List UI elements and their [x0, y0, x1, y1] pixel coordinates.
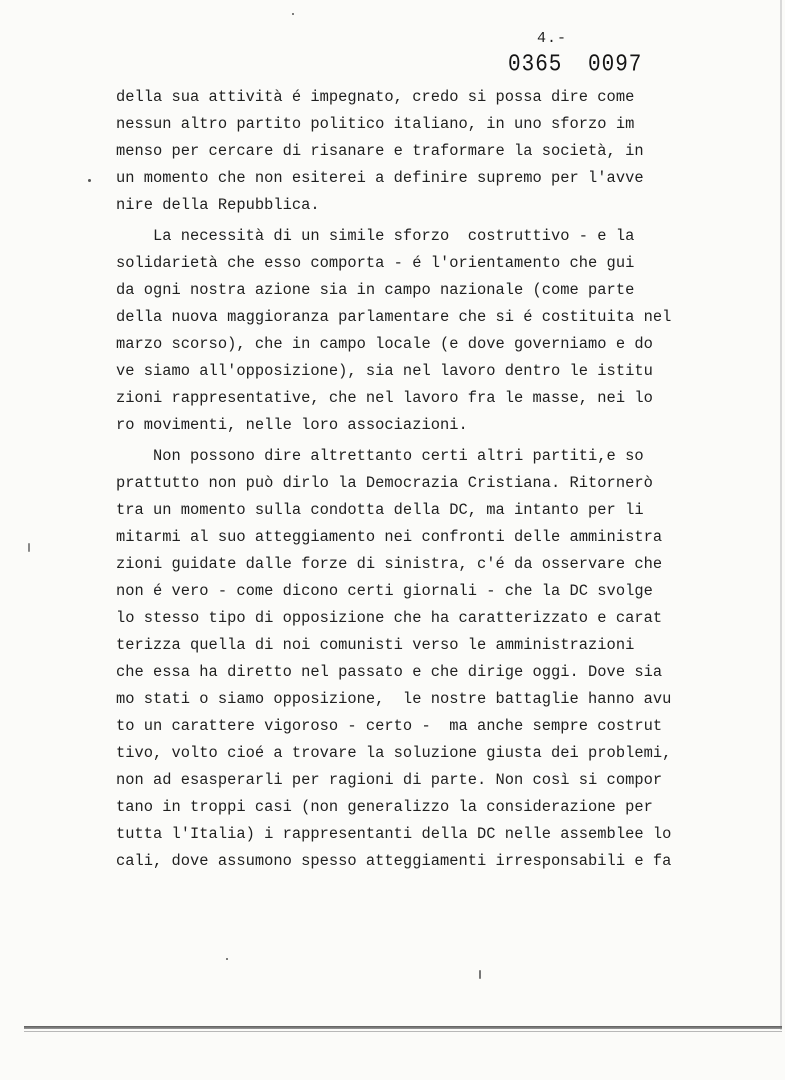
text-line: mitarmi al suo atteggiamento nei confronti delle amministra: [116, 528, 663, 546]
text-line: della nuova maggioranza parlamentare che si é costituita nel: [116, 308, 672, 326]
text-line: ro movimenti, nelle loro associazioni.: [116, 416, 468, 434]
text-line: della sua attività é impegnato, credo si possa dire come: [116, 88, 635, 106]
text-line: menso per cercare di risanare e traformare la società, in: [116, 142, 644, 160]
text-line: terizza quella di noi comunisti verso le amministrazioni: [116, 636, 635, 654]
text-line: cali, dove assumono spesso atteggiamenti irresponsabili e fa: [116, 852, 672, 870]
text-line: ve siamo all'opposizione), sia nel lavoro dentro le istitu: [116, 362, 653, 380]
page-right-edge: [780, 0, 782, 1030]
text-line: non é vero - come dicono certi giornali - che la DC svolge: [116, 582, 653, 600]
text-line: to un carattere vigoroso - certo - ma anche sempre costrut: [116, 717, 663, 735]
page-bottom-edge-shadow: [24, 1031, 782, 1032]
text-line: lo stesso tipo di opposizione che ha caratterizzato e carat: [116, 609, 663, 627]
text-line: prattutto non può dirlo la Democrazia Cristiana. Ritornerò: [116, 474, 653, 492]
text-line: tivo, volto cioé a trovare la soluzione giusta dei problemi,: [116, 744, 672, 762]
text-line: tano in troppi casi (non generalizzo la considerazione per: [116, 798, 653, 816]
page-bottom-edge: [24, 1026, 782, 1029]
text-line: da ogni nostra azione sia in campo nazionale (come parte: [116, 281, 635, 299]
archive-stamp-number-right: 0097: [588, 52, 643, 79]
text-line: mo stati o siamo opposizione, le nostre battaglie hanno avu: [116, 690, 672, 708]
text-line: Non possono dire altrettanto certi altri partiti,e so: [116, 447, 644, 465]
text-line: zioni guidate dalle forze di sinistra, c'é da osservare che: [116, 555, 663, 573]
text-line: zioni rappresentative, che nel lavoro fra le masse, nei lo: [116, 389, 653, 407]
text-line: nessun altro partito politico italiano, in uno sforzo im: [116, 115, 635, 133]
ink-mark: [28, 543, 30, 552]
text-line: tutta l'Italia) i rappresentanti della DC nelle assemblee lo: [116, 825, 672, 843]
ink-speck: [88, 179, 91, 182]
page-number: 4.-: [537, 30, 568, 47]
text-line: un momento che non esiterei a definire supremo per l'avve: [116, 169, 644, 187]
text-line: tra un momento sulla condotta della DC, ma intanto per li: [116, 501, 644, 519]
ink-speck: [226, 958, 228, 960]
text-line: non ad esasperarli per ragioni di parte. Non così si compor: [116, 771, 663, 789]
text-line: marzo scorso), che in campo locale (e dove governiamo e do: [116, 335, 653, 353]
text-line: che essa ha diretto nel passato e che dirige oggi. Dove sia: [116, 663, 663, 681]
text-line: nire della Repubblica.: [116, 196, 320, 214]
text-line: solidarietà che esso comporta - é l'orientamento che gui: [116, 254, 635, 272]
archive-stamp-number-left: 0365: [508, 52, 563, 79]
ink-speck: [292, 13, 294, 15]
ink-mark: [479, 970, 481, 979]
text-line: La necessità di un simile sforzo costruttivo - e la: [116, 227, 635, 245]
